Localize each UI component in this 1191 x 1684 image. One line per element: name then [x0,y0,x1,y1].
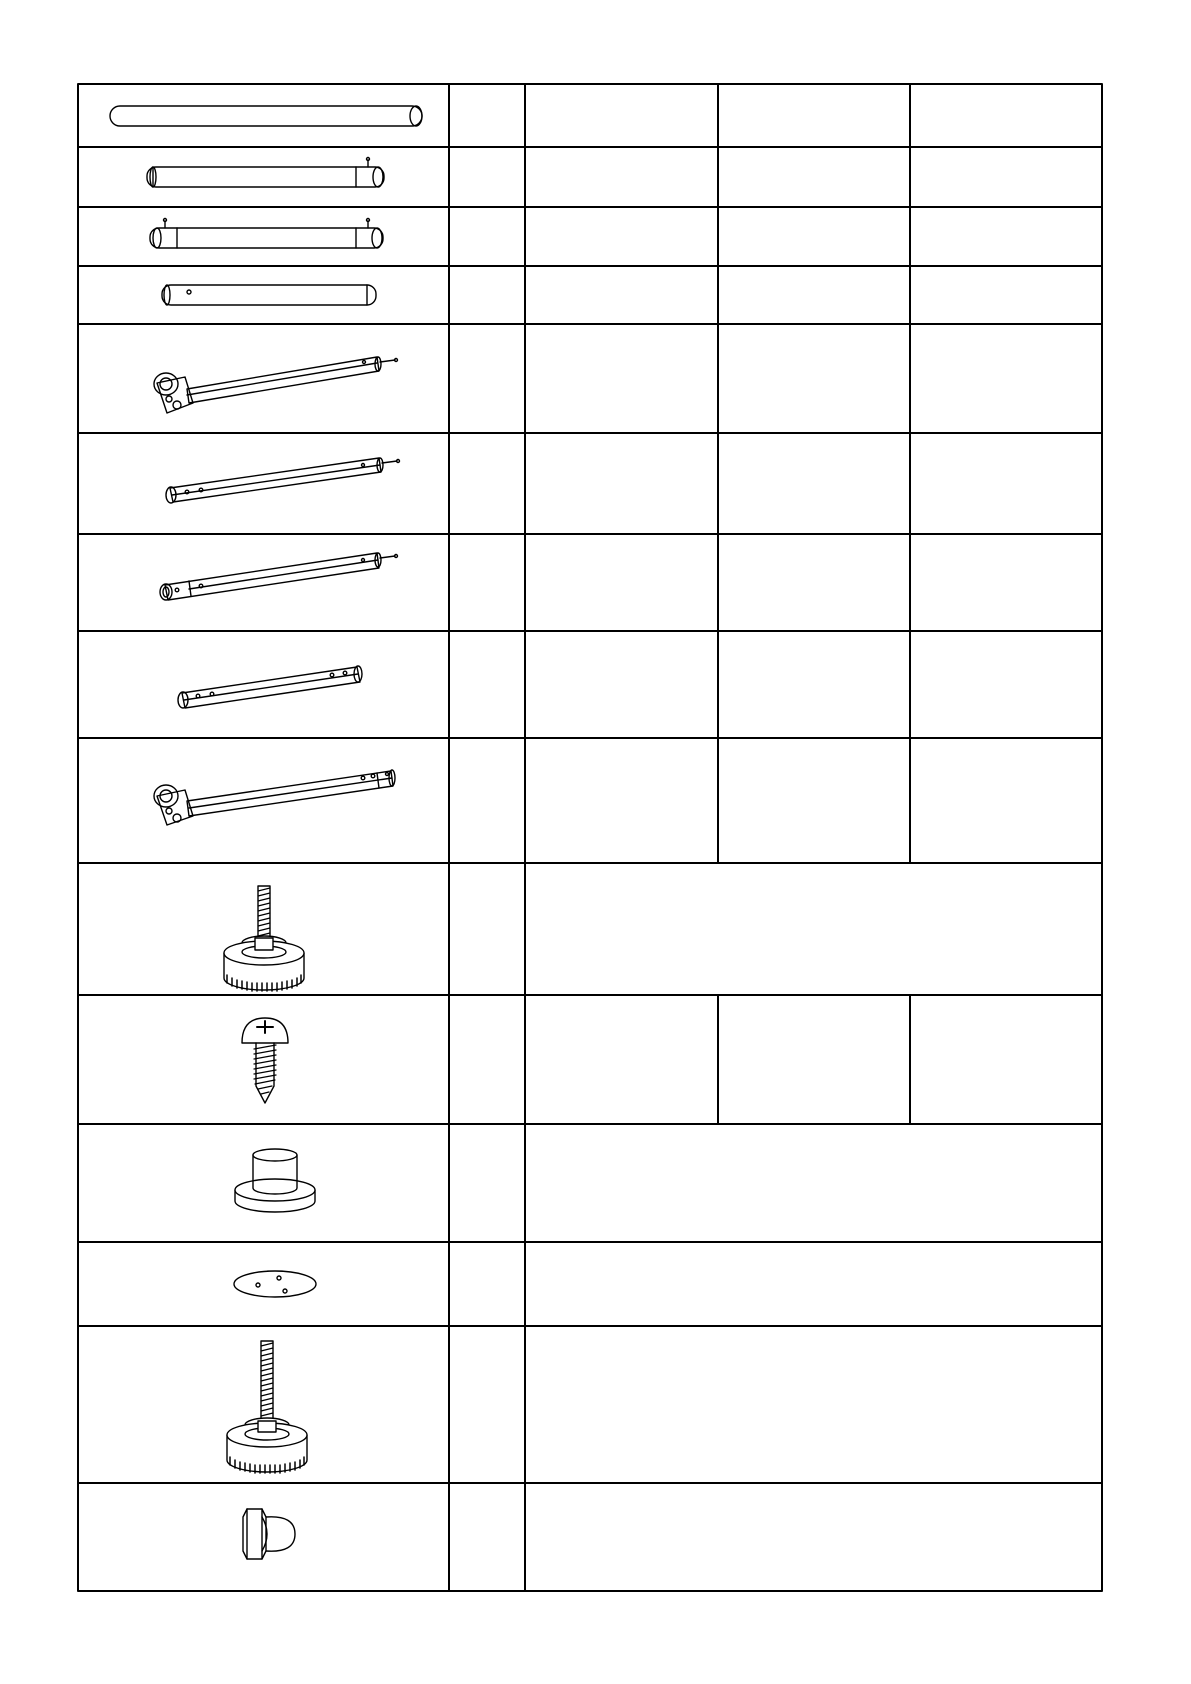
part-tube-two-pins-icon [150,219,383,249]
part-cap-nut-icon [243,1509,295,1559]
part-leveling-foot-long-icon [227,1341,307,1473]
part-cap-plug-icon [235,1149,315,1212]
table-grid [78,84,1102,1591]
part-arm-clamp-pin-icon [154,357,398,413]
part-round-plate-icon [234,1271,316,1297]
part-screw-icon [242,1018,288,1103]
part-tube-angled-pin-icon [166,458,400,503]
part-tube-angled-sleeve-icon [160,553,398,600]
part-leveling-foot-icon [224,886,304,991]
parts-table [77,83,1103,1592]
part-tube-short-icon [162,285,376,305]
part-tube-long-icon [110,106,422,126]
part-tube-one-pin-icon [147,158,384,188]
part-arm-clamp-holes-icon [154,770,395,825]
part-tube-angled-holes-icon [178,666,362,708]
